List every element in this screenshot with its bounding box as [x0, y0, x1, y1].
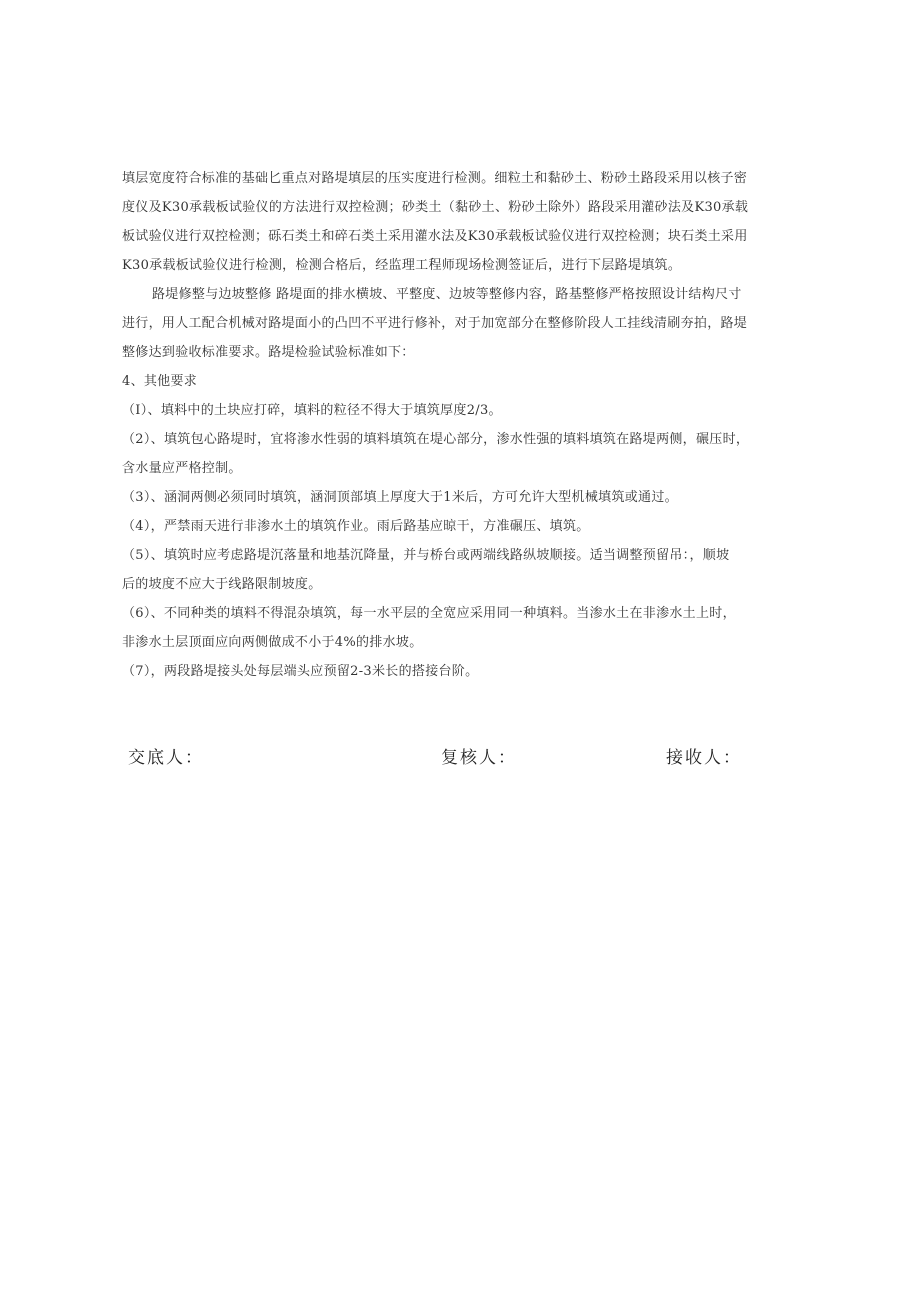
text-line: （2）、填筑包心路堤时，宜将渗水性弱的填料填筑在堤心部分，渗水性强的填料填筑在路堤两侧，碾压时， — [122, 432, 750, 447]
text-line: （3）、涵洞两侧必须同时填筑，涵洞顶部填上厚度大于1米后，方可允许大型机械填筑或通过。 — [122, 490, 678, 505]
requirement-item — [122, 512, 862, 541]
requirements-list — [122, 396, 862, 686]
paragraph-trimming — [122, 280, 862, 367]
text-line: 度仪及K30承载板试验仪的方法进行双控检测；砂类土（黏砂土、粉砂土除外）路段采用灌砂法及K30承载 — [122, 200, 749, 215]
text-line: 板试验仪进行双控检测；砾石类土和碎石类土采用灌水法及K30承载板试验仪进行双控检测；块石类土采用 — [122, 229, 748, 244]
reviewer-signature-label: 复核人： — [441, 748, 517, 768]
section-heading: 4、其他要求 — [122, 374, 198, 389]
receiver-signature-label: 接收人： — [666, 748, 742, 768]
text-line: 进行，用人工配合机械对路堤面小的凸凹不平进行修补，对于加宽部分在整修阶段人工挂线清刷夯拍，路堤 — [122, 316, 748, 331]
text-line: （4），严禁雨天进行非渗水土的填筑作业。雨后路基应晾干，方准碾压、填筑。 — [122, 519, 590, 534]
text-line: 非渗水土层顶面应向两侧做成不小于4%的排水坡。 — [122, 635, 423, 650]
requirement-item — [122, 396, 862, 425]
requirement-item — [122, 657, 862, 686]
text-line: （I）、填料中的土块应打碎，填料的粒径不得大于填筑厚度2/3。 — [122, 403, 502, 418]
paragraph-inspection — [122, 164, 862, 280]
requirement-item — [122, 599, 862, 657]
text-line: 路堤修整与边坡整修 路堤面的排水横坡、平整度、边坡等整修内容，路基整修严格按照设计结构尺寸 — [152, 287, 742, 302]
requirement-item — [122, 541, 862, 599]
text-line: K30承载板试验仪进行检测，检测合格后，经监理工程师现场检测签证后，进行下层路堤填筑。 — [122, 258, 682, 273]
requirement-item — [122, 425, 862, 483]
text-line: 含水量应严格控制。 — [122, 461, 242, 476]
body-text — [122, 164, 862, 686]
disclosure-signature-label: 交底人： — [128, 748, 204, 768]
text-line: （5）、填筑时应考虑路堤沉落量和地基沉降量，并与桥台或两端线路纵坡顺接。适当调整预留吊：，顺坡 — [122, 548, 730, 563]
requirement-item — [122, 483, 862, 512]
text-line: （7），两段路堤接头处每层端头应预留2-3米长的搭接台阶。 — [122, 664, 479, 679]
text-line: 填层宽度符合标准的基础匕重点对路堤填层的压实度进行检测。细粒土和黏砂土、粉砂土路段采用以核子密 — [122, 171, 748, 186]
text-line: 整修达到验收标准要求。路堤检验试验标准如下： — [122, 345, 415, 360]
signature-row — [0, 742, 920, 774]
text-line: （6）、不同种类的填料不得混杂填筑，每一水平层的全宽应采用同一种填料。当渗水土在非渗水土上时， — [122, 606, 736, 621]
text-line: 后的坡度不应大于线路限制坡度。 — [122, 577, 322, 592]
